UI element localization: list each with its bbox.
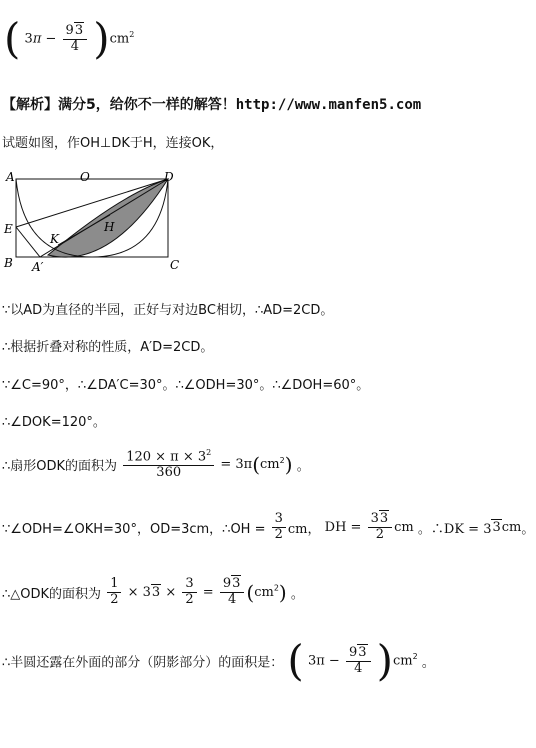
analysis-label: 【解析】满分5，给你不一样的解答！ xyxy=(2,97,236,113)
solution-step-4: ∵∠C=90°，∴∠DA′C=30°。∴∠ODH=30°。∴∠DOH=60°。 xyxy=(2,378,370,393)
analysis-header xyxy=(2,94,421,114)
label-c: C xyxy=(170,258,180,272)
lengths-line: ∵∠ODH=∠OKH=30°，OD=3cm，∴OH = $\frac{3}{2}$ cm， DH = $\frac{33}{2}$ cm 。∴DK = 33cm。 xyxy=(2,511,535,542)
label-a-prime: A′ xyxy=(32,260,44,274)
label-o: O xyxy=(80,170,90,184)
label-b: B xyxy=(4,256,13,270)
line-ea1 xyxy=(16,227,40,257)
label-k: K xyxy=(50,232,59,246)
source-url[interactable]: http://www.manfen5.com xyxy=(235,97,422,113)
sector-area-line: ∴扇形ODK的面积为 $\frac{120 \times \pi \times 3^2}{360}$ = $3\pi(cm^2)$ 。 xyxy=(2,448,310,481)
solution-step-5: ∴∠DOK=120°。 xyxy=(2,415,106,430)
solution-step-3: ∴根据折叠对称的性质，A′D=2CD。 xyxy=(2,340,214,355)
solution-intro: 试题如图，作OH⊥DK于H，连接OK， xyxy=(2,136,224,151)
top-result-expression: ( 3π − $\frac{93}{4}$ )$cm^2$ xyxy=(4,14,135,63)
label-h: H xyxy=(104,220,115,234)
final-answer-line: ∴半圆还露在外面的部分（阴影部分）的面积是： ( 3π − $\frac{93}{4}$ )$cm^2$ 。 xyxy=(2,636,435,685)
geometry-figure xyxy=(0,165,200,275)
label-a: A xyxy=(6,170,15,184)
label-e: E xyxy=(4,222,13,236)
shaded-region xyxy=(48,179,168,257)
solution-step-2: ∵以AD为直径的半园，正好与对边BC相切，∴AD=2CD。 xyxy=(2,303,334,318)
triangle-area-line: ∴△ODK的面积为 $\frac{1}{2}$ × 33 × $\frac{3}{2}$ = $\frac{93}{4}$ $(cm^2)$ 。 xyxy=(2,576,304,607)
label-d: D xyxy=(164,170,174,184)
